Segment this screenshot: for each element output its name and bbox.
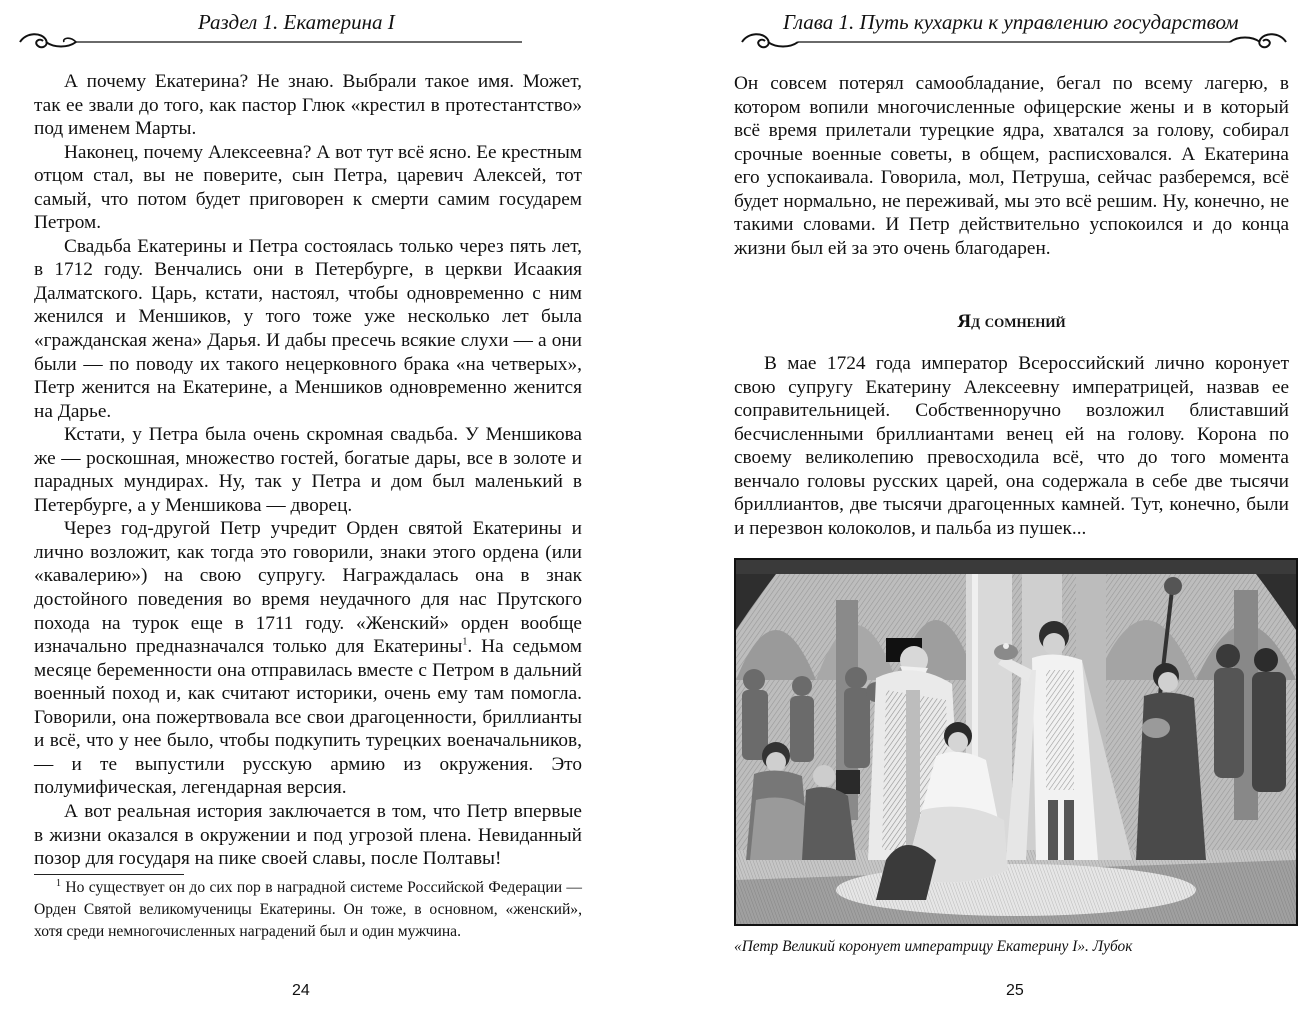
text-span: . На седьмом месяце беременности она отправилась вместе с Петром в дальний военный поход и, как считают историки, очень ему там помогла. Говорили, она пожертвовала все свои драгоценности, бриллианты и всё, что у нее было, чтобы подкупить турецких военачальников, — и те выпустили русскую армию из окружения. Это полумифическая, легендарная версия. (34, 636, 582, 799)
paragraph: А почему Екатерина? Не знаю. Выбрали такое имя. Может, так ее звали до того, как пастор Глюк «крестил в протестантство» под именем Марты. (34, 71, 582, 140)
paragraph: В мае 1724 года император Всероссийский лично коронует свою супругу Екатерину Алексеевну императрицей, назвав ее соправительницей. Собственноручно возложил блиставший бесчисленными бриллиантами венец ей на голову. Корона по своему великолепию превосходила всё, что до того момента венчало головы русских царей, она содержала в себе две тысячи бриллиантов, две тысячи драгоценных камней. Тут, конечно, были и перезвон колоколов, и пальба из пушек... (734, 353, 1289, 539)
engraving-illustration (734, 558, 1298, 926)
ornament-rule-left (12, 30, 522, 54)
left-body-text (34, 70, 582, 871)
running-head-left: Раздел 1. Екатерина I (198, 10, 395, 34)
section-body-text (734, 352, 1289, 540)
paragraph-with-footnote (34, 517, 582, 800)
page-number-right: 25 (1006, 982, 1024, 999)
paragraph: Наконец, почему Алексеевна? А вот тут всё ясно. Ее крестным отцом стал, вы не поверите, сын Петра, царевич Алексей, тот самый, что потом будет приговорен к смерти самим государем Петром. (34, 141, 582, 234)
footnote-mark: 1 (56, 877, 61, 889)
footnote-divider (34, 874, 184, 875)
paragraph: Кстати, у Петра была очень скромная свадьба. У Меншикова же — роскошная, множество гостей, богатые дары, все в золоте и парадных мундирах. Ну, так у Петра и дом был маленький в Петербурге, а у Меншикова — дворец. (34, 424, 582, 516)
running-head-right: Глава 1. Путь кухарки к управлению государством (783, 10, 1239, 34)
paragraph: Свадьба Екатерины и Петра состоялась только через пять лет, в 1712 году. Венчались они в Петербурге, в церкви Исаакия Далматского. Царь, кстати, настоял, чтобы одновременно с ним женился и Меншиков, у того тоже уже несколько лет была «гражданская жена» Дарья. И дабы пресечь всякие слухи — а они были — по поводу их такого нецерковного брака «на четверых», Петр женится на Екатерине, а Меншиков одновременно женится на Дарье. (34, 235, 582, 422)
ornament-rule-right (734, 30, 1294, 54)
coronation-engraving-image (736, 560, 1296, 924)
footnote (34, 877, 582, 944)
text-span: Через год-другой Петр учредит Орден святой Екатерины и лично возложит, как тогда это говорили, знаки этого ордена (или «кавалерию») на свою супругу. Награждалась она в знак достойного поведения во время неудачного для нас Прутского похода на турок еще в 1711 году. «Женский» орден вообще изначально предназначался только для Екатерины (34, 518, 582, 658)
paragraph: А вот реальная история заключается в том, что Петр впервые в жизни оказался в окружении и под угрозой плена. Невиданный позор для государя на пике своей славы, после Полтавы! (34, 800, 582, 870)
footnote-reference[interactable]: 1 (462, 636, 468, 648)
right-body-text (734, 72, 1289, 260)
page-number-left: 24 (292, 982, 310, 999)
section-title: Яд сомнений (957, 311, 1066, 332)
footnote-text: Но существует он до сих пор в наградной системе Российской Федерации — Орден Святой великомученицы Екатерины. Он тоже, в основном, «женский», хотя среди немногочисленных наградений был и один мужчина. (34, 879, 582, 941)
illustration-caption: «Петр Великий коронует императрицу Екатерину I». Лубок (734, 938, 1133, 955)
paragraph-continuation: Он совсем потерял самообладание, бегал по всему лагерю, в котором вопили многочисленные офицерские жены и в который всё время прилетали турецкие ядра, хватался за голову, собирал срочные военные советы, в общем, расписховался. А Екатерина его успокаивала. Говорила, мол, Петруша, сейчас разберемся, всё будет нормально, не переживай, мы это всё решим. Ну, конечно, не такими словами. И Петр действительно успокоился и до конца жизни был ей за это очень благодарен. (734, 73, 1289, 259)
